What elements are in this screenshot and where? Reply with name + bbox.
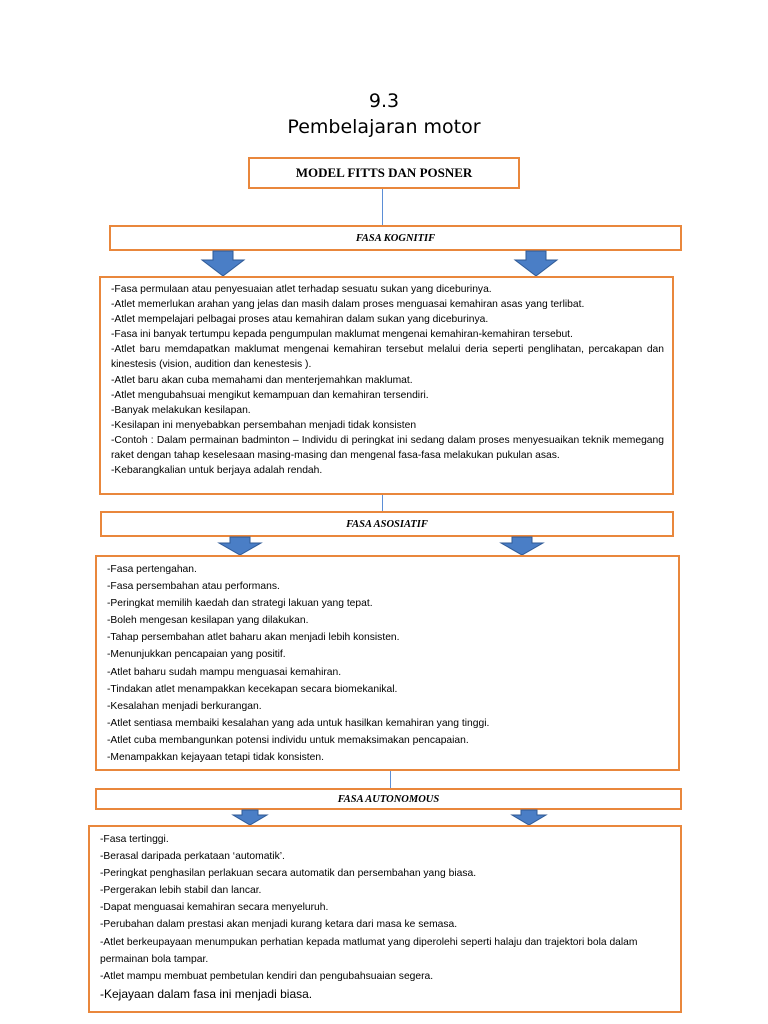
list-item: -Pergerakan lebih stabil dan lancar.: [100, 885, 262, 897]
list-item: -Atlet mampu membuat pembetulan kendiri dan pengubahsuaian segera.: [100, 970, 434, 982]
phase-label-asosiatif: FASA ASOSIATIF: [346, 518, 428, 530]
list-item: -Atlet baru memdapatkan maklumat mengenai kemahiran tersebut melalui deria seperti penglihatan, percakapan dan kinestesis (vision, audition dan kenestesis ).: [111, 344, 664, 371]
connector-line: [390, 771, 391, 788]
list-item: -Atlet cuba membangunkan potensi individu untuk memaksimakan pencapaian.: [107, 734, 469, 746]
list-item: -Fasa permulaan atau penyesuaian atlet terhadap sesuatu sukan yang diceburinya.: [111, 284, 492, 295]
list-item: -Contoh : Dalam permainan badminton – Individu di peringkat ini sedang dalam proses menyesuaikan teknik memegang raket dengan tahap keselesaan masing-masing dan mengenal fasa-fasa melakukan pukulan asas.: [111, 434, 664, 462]
list-item: -Peringkat memilih kaedah dan strategi lakuan yang tepat.: [107, 598, 373, 610]
list-item: -Berasal daripada perkataan ‘automatik’.: [100, 851, 285, 863]
list-item: -Atlet mengubahsuai mengikut kemampuan dan kemahiran tersendiri.: [111, 389, 429, 401]
down-arrow-icon: [512, 810, 546, 825]
down-arrow-icon: [233, 810, 267, 825]
list-item: -Tahap persembahan atlet baharu akan menjadi lebih konsisten.: [107, 632, 400, 644]
list-item: -Boleh mengesan kesilapan yang dilakukan.: [107, 615, 309, 627]
list-item: -Fasa persembahan atau performans.: [107, 581, 280, 593]
list-item: -Fasa pertengahan.: [107, 564, 197, 575]
phase-label-kognitif: FASA KOGNITIF: [355, 232, 436, 244]
list-item: -Kesalahan menjadi berkurangan.: [107, 700, 262, 712]
list-item: -Atlet sentiasa membaiki kesalahan yang ada untuk hasilkan kemahiran yang tinggi.: [107, 717, 490, 729]
page-title: Pembelajaran motor: [287, 116, 481, 138]
list-item: -Fasa tertinggi.: [100, 834, 169, 845]
list-item: -Atlet baharu sudah mampu menguasai kemahiran.: [107, 666, 342, 678]
list-item: -Perubahan dalam prestasi akan menjadi kurang ketara dari masa ke semasa.: [100, 919, 458, 931]
list-item: -Kejayaan dalam fasa ini menjadi biasa.: [100, 986, 313, 1001]
list-item: -Atlet berkeupayaan menumpukan perhatian kepada matlumat yang diperolehi seperti halaju dan trajektori bola dalam permainan bola tampar.: [100, 936, 638, 965]
list-item: -Atlet mempelajari pelbagai proses atau kemahiran dalam sukan yang diceburinya.: [111, 314, 489, 326]
down-arrow-icon: [202, 251, 244, 276]
list-item: -Fasa ini banyak tertumpu kepada pengumpulan maklumat mengenai kemahiran-kemahiran tersebut.: [111, 329, 573, 341]
list-item: -Atlet baru akan cuba memahami dan menterjemahkan maklumat.: [111, 374, 413, 386]
down-arrow-icon: [515, 251, 557, 276]
list-item: -Kesilapan ini menyebabkan persembahan menjadi tidak konsisten: [111, 419, 417, 431]
phase-content-kognitif: [99, 276, 674, 495]
section-number: 9.3: [368, 90, 400, 112]
connector-line: [382, 189, 383, 225]
phase-label-autonomous: FASA AUTONOMOUS: [337, 793, 440, 805]
list-item: -Dapat menguasai kemahiran secara menyeluruh.: [100, 902, 329, 914]
phase-content-autonomous: [88, 825, 682, 1013]
phase-box-asosiatif: [100, 511, 674, 537]
down-arrow-icon: [501, 537, 543, 555]
connector-line: [382, 495, 383, 511]
phase-content-asosiatif: [95, 555, 680, 771]
phase-box-kognitif: [109, 225, 682, 251]
list-item: -Peringkat penghasilan perlakuan secara automatik dan persembahan yang biasa.: [100, 868, 477, 880]
list-item: -Banyak melakukan kesilapan.: [111, 404, 251, 416]
list-item: -Menampakkan kejayaan tetapi tidak konsisten.: [107, 752, 324, 764]
list-item: -Kebarangkalian untuk berjaya adalah rendah.: [111, 465, 323, 477]
list-item: -Atlet memerlukan arahan yang jelas dan masih dalam proses menguasai kemahiran asas yang terlibat.: [111, 299, 585, 311]
list-item: -Tindakan atlet menampakkan kecekapan secara biomekanikal.: [107, 683, 398, 695]
list-item: -Menunjukkan pencapaian yang positif.: [107, 649, 286, 661]
phase-box-autonomous: [95, 788, 682, 810]
model-title-box: [248, 157, 520, 189]
down-arrow-icon: [219, 537, 261, 555]
model-title: MODEL FITTS DAN POSNER: [295, 165, 473, 180]
